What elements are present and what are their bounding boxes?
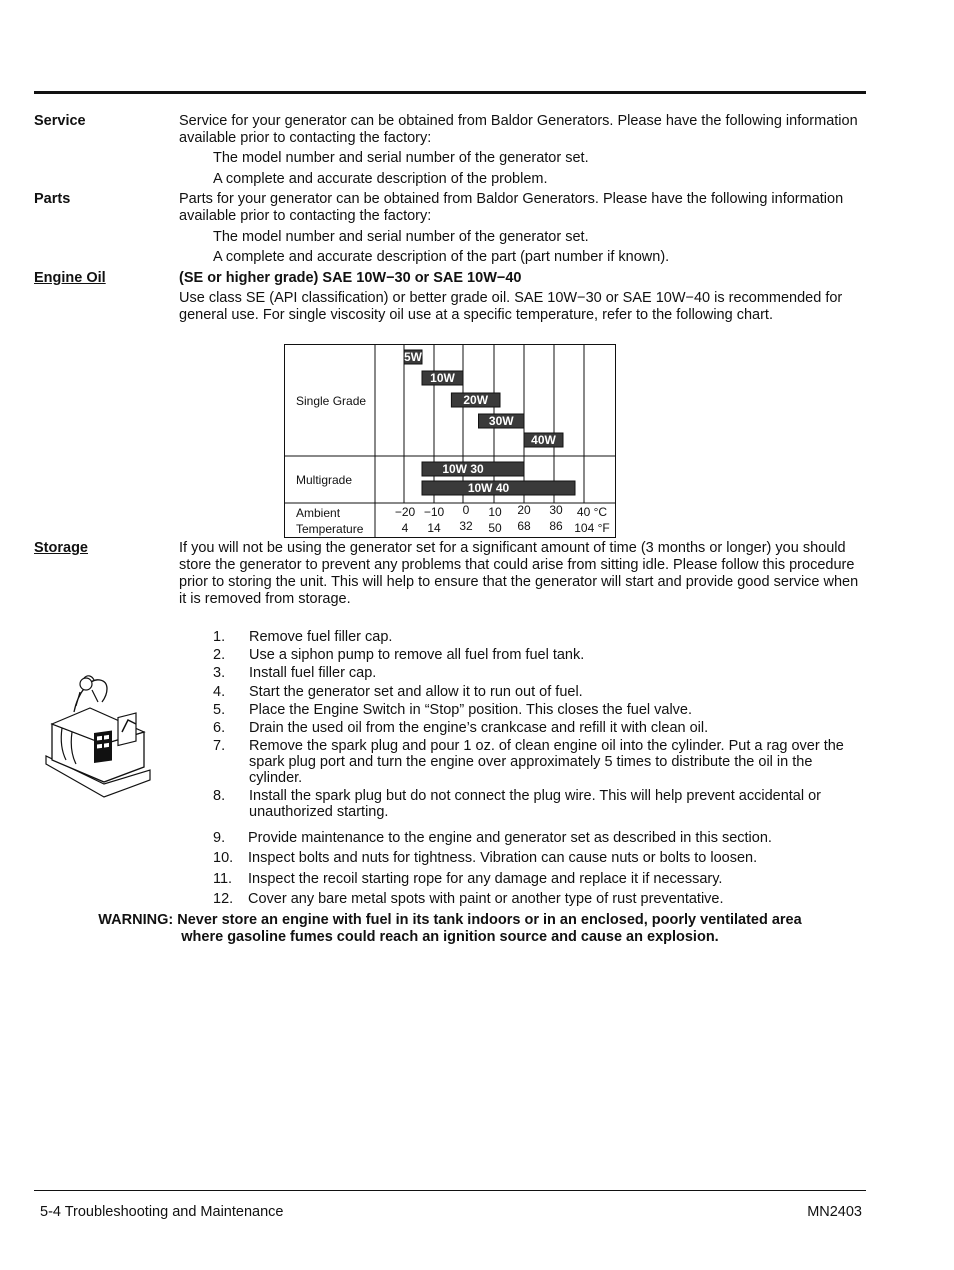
tick-label-c: −10	[423, 505, 445, 519]
generator-illustration	[44, 672, 152, 800]
step-text: Drain the used oil from the engine’s crankcase and refill it with clean oil.	[249, 720, 709, 736]
step-number: 8.	[213, 788, 226, 804]
tick-label-f: 104 °F	[574, 521, 610, 535]
tick-label-f: 68	[517, 519, 531, 533]
storage-heading: Storage	[34, 540, 88, 556]
oil-bar-label: 10W	[430, 371, 455, 385]
oil-bar-label: 5W	[404, 350, 422, 364]
step-text: Remove fuel filler cap.	[249, 629, 393, 645]
step-number: 1.	[213, 629, 226, 645]
step-number: 7.	[213, 738, 226, 754]
top-rule	[34, 91, 866, 94]
step-number: 4.	[213, 684, 226, 700]
step-number: 12.	[213, 891, 234, 907]
row-label-temperature: Temperature	[296, 522, 364, 536]
tick-label-c: 40 °C	[576, 505, 608, 519]
tick-label-f: 4	[401, 521, 409, 535]
parts-item: A complete and accurate description of the part (part number if known).	[213, 249, 670, 265]
step-number: 6.	[213, 720, 226, 736]
parts-text: Parts for your generator can be obtained from Baldor Generators. Please have the following information available prior to contacting the factory:	[179, 191, 844, 224]
tick-label-f: 14	[427, 521, 441, 535]
footer-right: MN2403	[807, 1204, 862, 1220]
bottom-rule	[34, 1190, 866, 1191]
oil-bar-label: 40W	[531, 433, 556, 447]
step-number: 5.	[213, 702, 226, 718]
engine-oil-subheading: (SE or higher grade) SAE 10W−30 or SAE 10W−40	[179, 270, 522, 286]
tick-label-f: 32	[459, 519, 473, 533]
step-number: 9.	[213, 830, 226, 846]
tick-label-c: 0	[462, 503, 470, 517]
row-label-ambient: Ambient	[296, 506, 341, 520]
parts-heading: Parts	[34, 191, 71, 207]
step-number: 3.	[213, 665, 226, 681]
step-number: 2.	[213, 647, 226, 663]
engine-oil-heading: Engine Oil	[34, 270, 106, 286]
warning-line-2: where gasoline fumes could reach an ignition source and cause an explosion.	[181, 929, 719, 945]
tick-label-c: 30	[549, 503, 563, 517]
step-text: Install fuel filler cap.	[249, 665, 377, 681]
service-text: Service for your generator can be obtained from Baldor Generators. Please have the following information available prior to contacting the factory:	[179, 113, 858, 146]
step-text: Use a siphon pump to remove all fuel from fuel tank.	[249, 647, 585, 663]
service-item: The model number and serial number of the generator set.	[213, 150, 589, 166]
step-text: Place the Engine Switch in “Stop” position. This closes the fuel valve.	[249, 702, 693, 718]
step-text: Install the spark plug but do not connect the plug wire. This will help prevent accidental or unauthorized starting.	[249, 788, 822, 820]
engine-oil-text: Use class SE (API classification) or better grade oil. SAE 10W−30 or SAE 10W−40 is recommended for general use. For single viscosity oil use at a specific temperature, refer to the following chart.	[179, 290, 843, 323]
tick-label-f: 50	[488, 521, 502, 535]
step-number: 11.	[213, 871, 233, 887]
footer-left: 5-4 Troubleshooting and Maintenance	[40, 1204, 284, 1220]
step-text: Provide maintenance to the engine and generator set as described in this section.	[248, 830, 772, 846]
oil-bar-label: 30W	[488, 414, 514, 428]
step-text: Start the generator set and allow it to run out of fuel.	[249, 684, 583, 700]
row-label-single-grade: Single Grade	[296, 394, 367, 408]
warning-line-1: WARNING: Never store an engine with fuel in its tank indoors or in an enclosed, poorly ventilated area	[98, 912, 802, 928]
step-number: 10.	[213, 850, 234, 866]
oil-bar-label: 10W 40	[467, 481, 510, 495]
tick-label-f: 86	[549, 519, 563, 533]
service-item: A complete and accurate description of the problem.	[213, 171, 548, 187]
oil-bar-label: 10W 30	[442, 462, 484, 476]
service-heading: Service	[34, 113, 86, 129]
tick-label-c: 10	[488, 505, 502, 519]
tick-label-c: −20	[394, 505, 416, 519]
oil-viscosity-chart	[284, 344, 618, 540]
step-text: Inspect the recoil starting rope for any damage and replace it if necessary.	[248, 871, 723, 887]
step-text: Cover any bare metal spots with paint or another type of rust preventative.	[248, 891, 724, 907]
step-text: Inspect bolts and nuts for tightness. Vibration can cause nuts or bolts to loosen.	[248, 850, 758, 866]
row-label-multigrade: Multigrade	[296, 473, 353, 487]
storage-text: If you will not be using the generator set for a significant amount of time (3 months or longer) you should store the generator to prevent any problems that could arise from sitting idle. Please follow this procedure prior to storing the unit. This will help to ensure that the generator will start and provide good service when it is removed from storage.	[179, 540, 859, 607]
step-text: Remove the spark plug and pour 1 oz. of clean engine oil into the cylinder. Put a rag over the spark plug port and turn the engine over approximately 5 times to distribute the oil in the cylinder.	[249, 738, 844, 786]
tick-label-c: 20	[517, 503, 531, 517]
oil-bar-label: 20W	[463, 393, 489, 407]
parts-item: The model number and serial number of the generator set.	[213, 229, 589, 245]
